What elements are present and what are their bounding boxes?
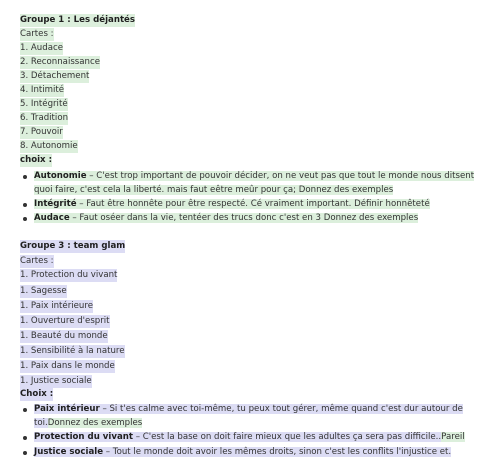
- group3-card-item: 1. Protection du vivant: [20, 270, 118, 280]
- bullet-icon: [23, 451, 27, 455]
- group3-card-item: 1. Justice sociale: [20, 376, 92, 386]
- group1-card-item: 7. Pouvoir: [20, 127, 63, 137]
- group3-choice-label: Choix :: [20, 389, 54, 399]
- choice-term: Intégrité: [34, 199, 77, 209]
- group1-card-item: 1. Audace: [20, 43, 63, 53]
- choice-term: Autonomie: [34, 171, 87, 181]
- group1-choice-item: [22, 198, 492, 212]
- group1-card-item: 5. Intégrité: [20, 99, 68, 109]
- group1-cards-label: Cartes :: [20, 29, 54, 39]
- group3-card-item: 1. Paix dans le monde: [20, 361, 115, 371]
- bullet-icon: [23, 217, 27, 221]
- choice-term: Audace: [34, 213, 70, 223]
- group1-title: Groupe 1 : Les déjantés: [20, 15, 135, 25]
- group1-card-item: 3. Détachement: [20, 71, 90, 81]
- choice-text: – C'est trop important de pouvoir décider, on ne veut pas que tout le monde nous ditsent quoi faire, c'est cela la liberté. mais faut eêtre meûr pour ça; Donnez des exemples: [34, 171, 475, 195]
- group3-card-item: 1. Paix intérieure: [20, 301, 93, 311]
- bullet-icon: [23, 175, 27, 179]
- group3-choice-item: [22, 403, 492, 430]
- group1-card-item: 6. Tradition: [20, 113, 69, 123]
- choice-text: – Faut oséer dans la vie, tentéer des trucs donc c'est en 3 Donnez des exemples: [69, 213, 419, 223]
- group3-card-item: 1. Sensibilité à la nature: [20, 346, 125, 356]
- group1-card-item: 4. Intimité: [20, 85, 65, 95]
- bullet-icon: [23, 436, 27, 440]
- group1-card-item: 2. Reconnaissance: [20, 57, 101, 67]
- group3-choice-item: [22, 446, 492, 460]
- group3-choice-item: [22, 431, 492, 445]
- choice-text: – Tout le monde doit avoir les mêmes droits, sinon c'est les conflits l'injustice et.: [103, 447, 452, 457]
- bullet-icon: [23, 203, 27, 207]
- bullet-icon: [23, 408, 27, 412]
- group3-cards-label: Cartes :: [20, 256, 54, 266]
- choice-text: – Si t'es calme avec toi-même, tu peux tout gérer, même quand c'est dur autour de toi.: [34, 404, 463, 428]
- group1-card-item: 8. Autonomie: [20, 141, 78, 151]
- choice-text: – Faut être honnête pour être respecté. Cé vraiment important. Définir honnêteté: [76, 199, 430, 209]
- group3-title: Groupe 3 : team glam: [20, 241, 126, 251]
- group1-choice-item: [22, 170, 492, 197]
- group3-card-item: 1. Sagesse: [20, 286, 67, 296]
- group3-card-item: 1. Beauté du monde: [20, 331, 108, 341]
- choice-note: Donnez des exemples: [47, 417, 143, 428]
- choice-text: – C'est la base on doit faire mieux que les adultes ça sera pas difficile..: [132, 432, 442, 442]
- group1-choice-item: [22, 212, 492, 226]
- group3-card-item: 1. Ouverture d'esprit: [20, 316, 110, 326]
- choice-term: Protection du vivant: [34, 432, 133, 442]
- choice-term: Justice sociale: [34, 447, 104, 457]
- group1-choice-label: choix :: [20, 155, 53, 165]
- choice-note: Pareil: [441, 432, 465, 442]
- choice-term: Paix intérieur: [34, 404, 100, 414]
